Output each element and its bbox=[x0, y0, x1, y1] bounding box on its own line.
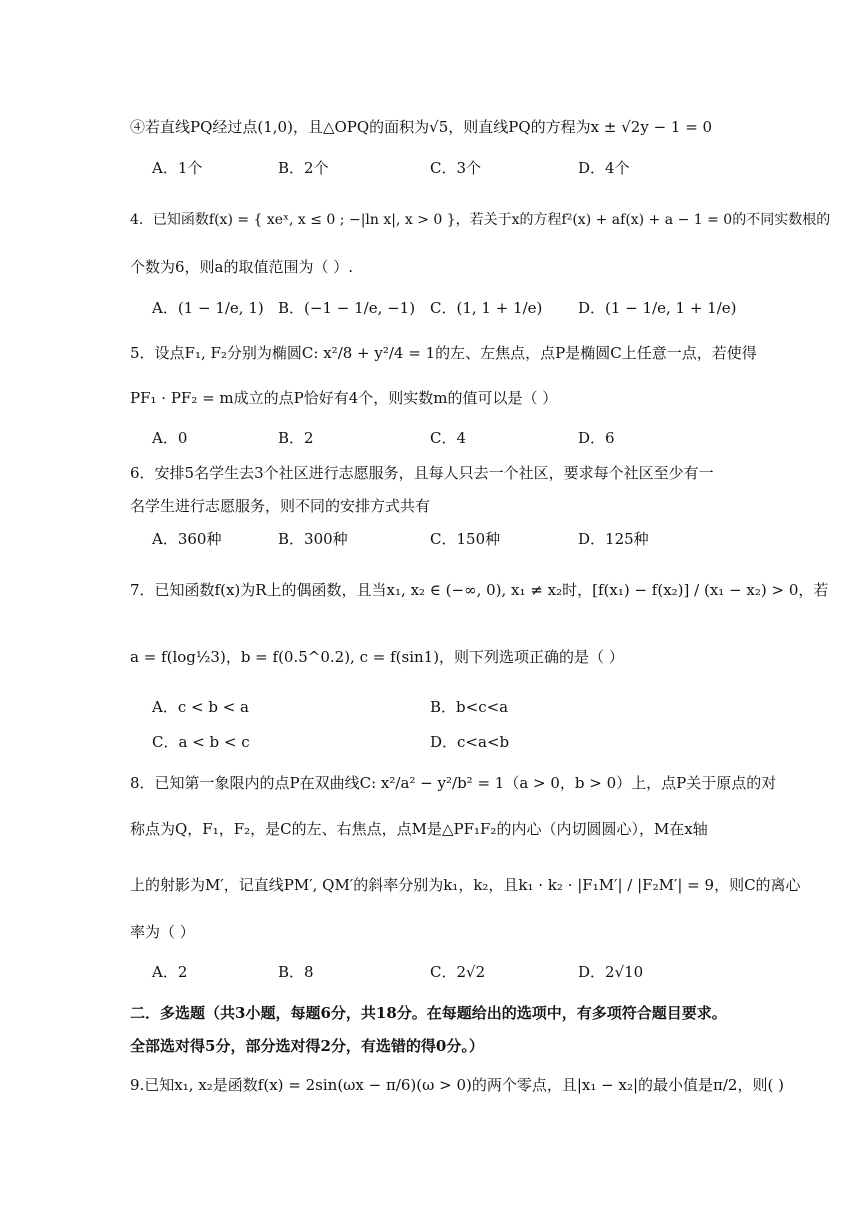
q6-option-c: C．150种 bbox=[430, 530, 501, 548]
q8-stem: 8．已知第一象限内的点P在双曲线C: x²/a² − y²/b² = 1（a > 0，b > 0）上，点P关于原点的对 bbox=[130, 774, 777, 792]
q4-option-b: B．(−1 − 1/e, −1) bbox=[278, 299, 416, 317]
q3-option-a: A．1个 bbox=[152, 159, 203, 177]
q9-stem: 9.已知x₁, x₂是函数f(x) = 2sin(ωx − π/6)(ω > 0)的两个零点，且|x₁ − x₂|的最小值是π/2，则( ) bbox=[130, 1076, 784, 1094]
q4-option-c: C．(1, 1 + 1/e) bbox=[430, 299, 543, 317]
q7-stem-cont: a = f(log½3)，b = f(0.5^0.2), c = f(sin1)，则下列选项正确的是（ ） bbox=[130, 648, 624, 666]
q6-option-a: A．360种 bbox=[152, 530, 222, 548]
q3-option-c: C．3个 bbox=[430, 159, 482, 177]
q3-statement-4: ④若直线PQ经过点(1,0)，且△OPQ的面积为√5，则直线PQ的方程为x ± √2y − 1 = 0 bbox=[130, 118, 713, 136]
q4-stem-cont: 个数为6，则a的取值范围为（ ）. bbox=[130, 258, 354, 276]
q8-option-b: B．8 bbox=[278, 963, 314, 981]
q8-option-d: D．2√10 bbox=[578, 963, 644, 981]
q7-option-d: D．c<a<b bbox=[430, 733, 510, 751]
q8-option-c: C．2√2 bbox=[430, 963, 486, 981]
section-2-heading-cont: 全部选对得5分，部分选对得2分，有选错的得0分。） bbox=[130, 1037, 484, 1055]
q5-stem: 5．设点F₁, F₂分别为椭圆C: x²/8 + y²/4 = 1的左、左焦点，点P是椭圆C上任意一点，若使得 bbox=[130, 344, 757, 362]
q5-option-d: D．6 bbox=[578, 429, 615, 447]
q8-stem-cont-1: 称点为Q，F₁，F₂，是C的左、右焦点，点M是△PF₁F₂的内心（内切圆圆心），M在x轴 bbox=[130, 820, 708, 838]
q5-stem-cont: PF₁ · PF₂ = m成立的点P恰好有4个，则实数m的值可以是（ ） bbox=[130, 389, 558, 407]
q8-stem-cont-2: 上的射影为M′，记直线PM′, QM′的斜率分别为k₁，k₂，且k₁ · k₂ · |F₁M′| / |F₂M′| = 9，则C的离心 bbox=[130, 876, 801, 894]
q7-option-b: B．b<c<a bbox=[430, 698, 509, 716]
q6-option-b: B．300种 bbox=[278, 530, 348, 548]
q5-option-b: B．2 bbox=[278, 429, 314, 447]
q4-stem: 4．已知函数f(x) = { xeˣ, x ≤ 0 ; −|ln x|, x > 0 }，若关于x的方程f²(x) + af(x) + a − 1 = 0的不同实数根的 bbox=[130, 212, 831, 228]
q3-option-b: B．2个 bbox=[278, 159, 329, 177]
q7-option-c: C．a < b < c bbox=[152, 733, 250, 751]
q5-option-c: C．4 bbox=[430, 429, 467, 447]
q4-option-a: A．(1 − 1/e, 1) bbox=[152, 299, 264, 317]
q7-option-a: A．c < b < a bbox=[152, 698, 249, 716]
q6-stem-cont: 名学生进行志愿服务，则不同的安排方式共有 bbox=[130, 497, 431, 515]
q8-option-a: A．2 bbox=[152, 963, 188, 981]
q3-option-d: D．4个 bbox=[578, 159, 630, 177]
q6-option-d: D．125种 bbox=[578, 530, 649, 548]
q5-option-a: A．0 bbox=[152, 429, 188, 447]
q4-option-d: D．(1 − 1/e, 1 + 1/e) bbox=[578, 299, 737, 317]
section-2-heading: 二．多选题（共3小题，每题6分，共18分。在每题给出的选项中，有多项符合题目要求。 bbox=[130, 1004, 727, 1022]
q7-stem: 7．已知函数f(x)为R上的偶函数，且当x₁, x₂ ∈ (−∞, 0), x₁ ≠ x₂时，[f(x₁) − f(x₂)] / (x₁ − x₂) > 0，若 bbox=[130, 581, 829, 599]
q6-stem: 6．安排5名学生去3个社区进行志愿服务，且每人只去一个社区，要求每个社区至少有一 bbox=[130, 464, 714, 482]
q8-stem-cont-3: 率为（ ） bbox=[130, 923, 195, 941]
